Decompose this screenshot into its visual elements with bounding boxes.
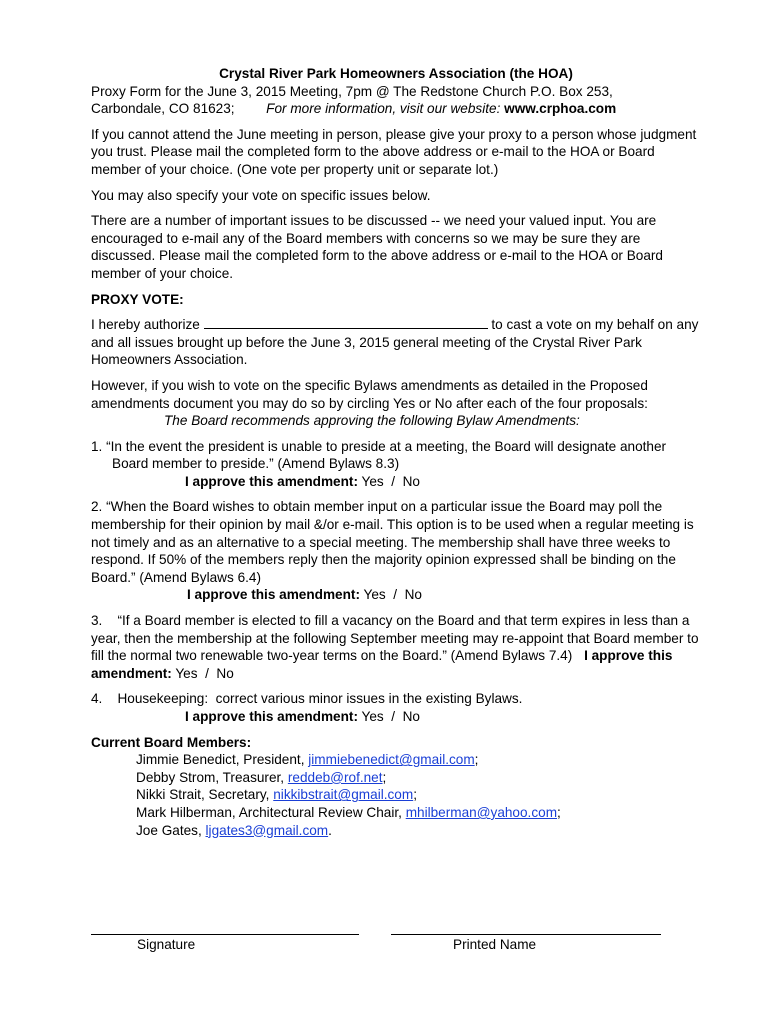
member-email-link[interactable]: mhilberman@yahoo.com — [405, 804, 558, 820]
amendment-1-approval — [91, 473, 701, 491]
board-members-heading: Current Board Members: — [91, 734, 252, 750]
member-email-link[interactable]: nikkibstrait@gmail.com — [273, 787, 414, 803]
signature-line[interactable] — [91, 934, 359, 935]
approve-label: I approve this amendment: — [185, 709, 358, 724]
proxy-name-blank[interactable] — [204, 316, 488, 329]
board-member — [136, 804, 701, 822]
yes-no-choice[interactable]: Yes / No — [361, 473, 420, 489]
member-name: Nikki Strait, Secretary, — [136, 787, 270, 803]
intro-paragraph-2: You may also specify your vote on specific issues below. — [91, 187, 431, 203]
website-link[interactable]: www.crphoa.com — [504, 101, 617, 117]
document-body — [91, 65, 701, 839]
amendment-3 — [91, 612, 701, 682]
member-separator: ; — [382, 769, 387, 785]
printed-name-line[interactable] — [391, 934, 661, 935]
amendment-2: 2. “When the Board wishes to obtain member input on a particular issue the Board may poll the membership for their opinion by mail &/or e-mail. This option is to be used when a regular meeting is not timely and as an alternative to a special meeting. The membership shall have three weeks to respond. If 50% of the members reply then the majority opinion expressed shall be binding on the Board.” (Amend Bylaws 6.4) — [91, 499, 694, 585]
member-name: Mark Hilberman, Architectural Review Chair, — [136, 804, 402, 820]
yes-no-choice[interactable]: Yes / No — [363, 587, 422, 603]
proxy-vote-heading: PROXY VOTE: — [91, 291, 184, 307]
amendment-4: 4. Housekeeping: correct various minor issues in the existing Bylaws. — [91, 691, 523, 707]
member-email-link[interactable]: ljgates3@gmail.com — [205, 822, 329, 838]
document-title: Crystal River Park Homeowners Association (the HOA) — [219, 66, 573, 81]
approve-label: I approve this amendment: — [185, 473, 358, 489]
specific-vote-paragraph: However, if you wish to vote on the specific Bylaws amendments as detailed in the Proposed amendments document you may do so by circling Yes or No after each of the four proposals: — [91, 377, 648, 411]
printed-name-label: Printed Name — [453, 937, 537, 952]
approve-label: I approve this amendment: — [91, 648, 673, 681]
yes-no-choice[interactable]: Yes / No — [175, 665, 234, 681]
member-name: Debby Strom, Treasurer, — [136, 769, 285, 785]
authorize-text-after: to cast a vote on my behalf on any and all issues brought up before the June 3, 2015 general meeting of the Crystal River Park Homeowners Association. — [91, 317, 699, 368]
address-line — [91, 100, 701, 118]
member-separator: ; — [557, 804, 561, 820]
board-members-list — [91, 751, 701, 839]
signature-label: Signature — [137, 937, 196, 952]
member-separator: ; — [413, 787, 417, 803]
member-name: Jimmie Benedict, President, — [136, 752, 305, 768]
amendment-2-approval — [91, 586, 701, 604]
board-recommendation: The Board recommends approving the following Bylaw Amendments: — [164, 413, 580, 429]
amendment-4-approval — [91, 708, 701, 726]
member-separator: ; — [474, 752, 479, 768]
authorize-paragraph — [91, 316, 701, 369]
intro-paragraph-1: If you cannot attend the June meeting in person, please give your proxy to a person whose judgment you trust. Please mail the completed form to the above address or e-mail to the HOA or Board member of your choice. (One vote per property unit or separate lot.) — [91, 126, 697, 177]
intro-paragraph-3: There are a number of important issues to be discussed -- we need your valued input. You are encouraged to e-mail any of the Board members with concerns so we may be sure they are discussed. Please mail the completed form to the above address or e-mail to the HOA or Board member of your choice. — [91, 213, 663, 281]
member-email-link[interactable]: reddeb@rof.net — [287, 769, 383, 785]
board-member — [136, 769, 701, 787]
amendment-3-text: 3. “If a Board member is elected to fill a vacancy on the Board and that term expires in less than a year, then the membership at the following September meeting may re-appoint that Board member to fill the normal two renewable two-year terms on the Board.” (Amend Bylaws 7.4) — [91, 613, 703, 664]
yes-no-choice[interactable]: Yes / No — [361, 709, 420, 724]
member-separator: . — [328, 822, 332, 838]
member-email-link[interactable]: jimmiebenedict@gmail.com — [308, 752, 475, 768]
meeting-info-line: Proxy Form for the June 3, 2015 Meeting, 7pm @ The Redstone Church P.O. Box 253, — [91, 83, 613, 99]
approve-label: I approve this amendment: — [187, 587, 360, 603]
more-info-text: For more information, visit our website: — [266, 101, 501, 117]
amendment-1: 1. “In the event the president is unable to preside at a meeting, the Board will designate another Board member to preside.” (Amend Bylaws 8.3) — [91, 438, 667, 472]
member-name: Joe Gates, — [136, 822, 202, 838]
board-member — [136, 751, 701, 769]
address-text: Carbondale, CO 81623; — [91, 101, 235, 117]
board-member — [136, 822, 701, 840]
authorize-text-before: I hereby authorize — [91, 317, 200, 333]
board-member — [136, 786, 701, 804]
